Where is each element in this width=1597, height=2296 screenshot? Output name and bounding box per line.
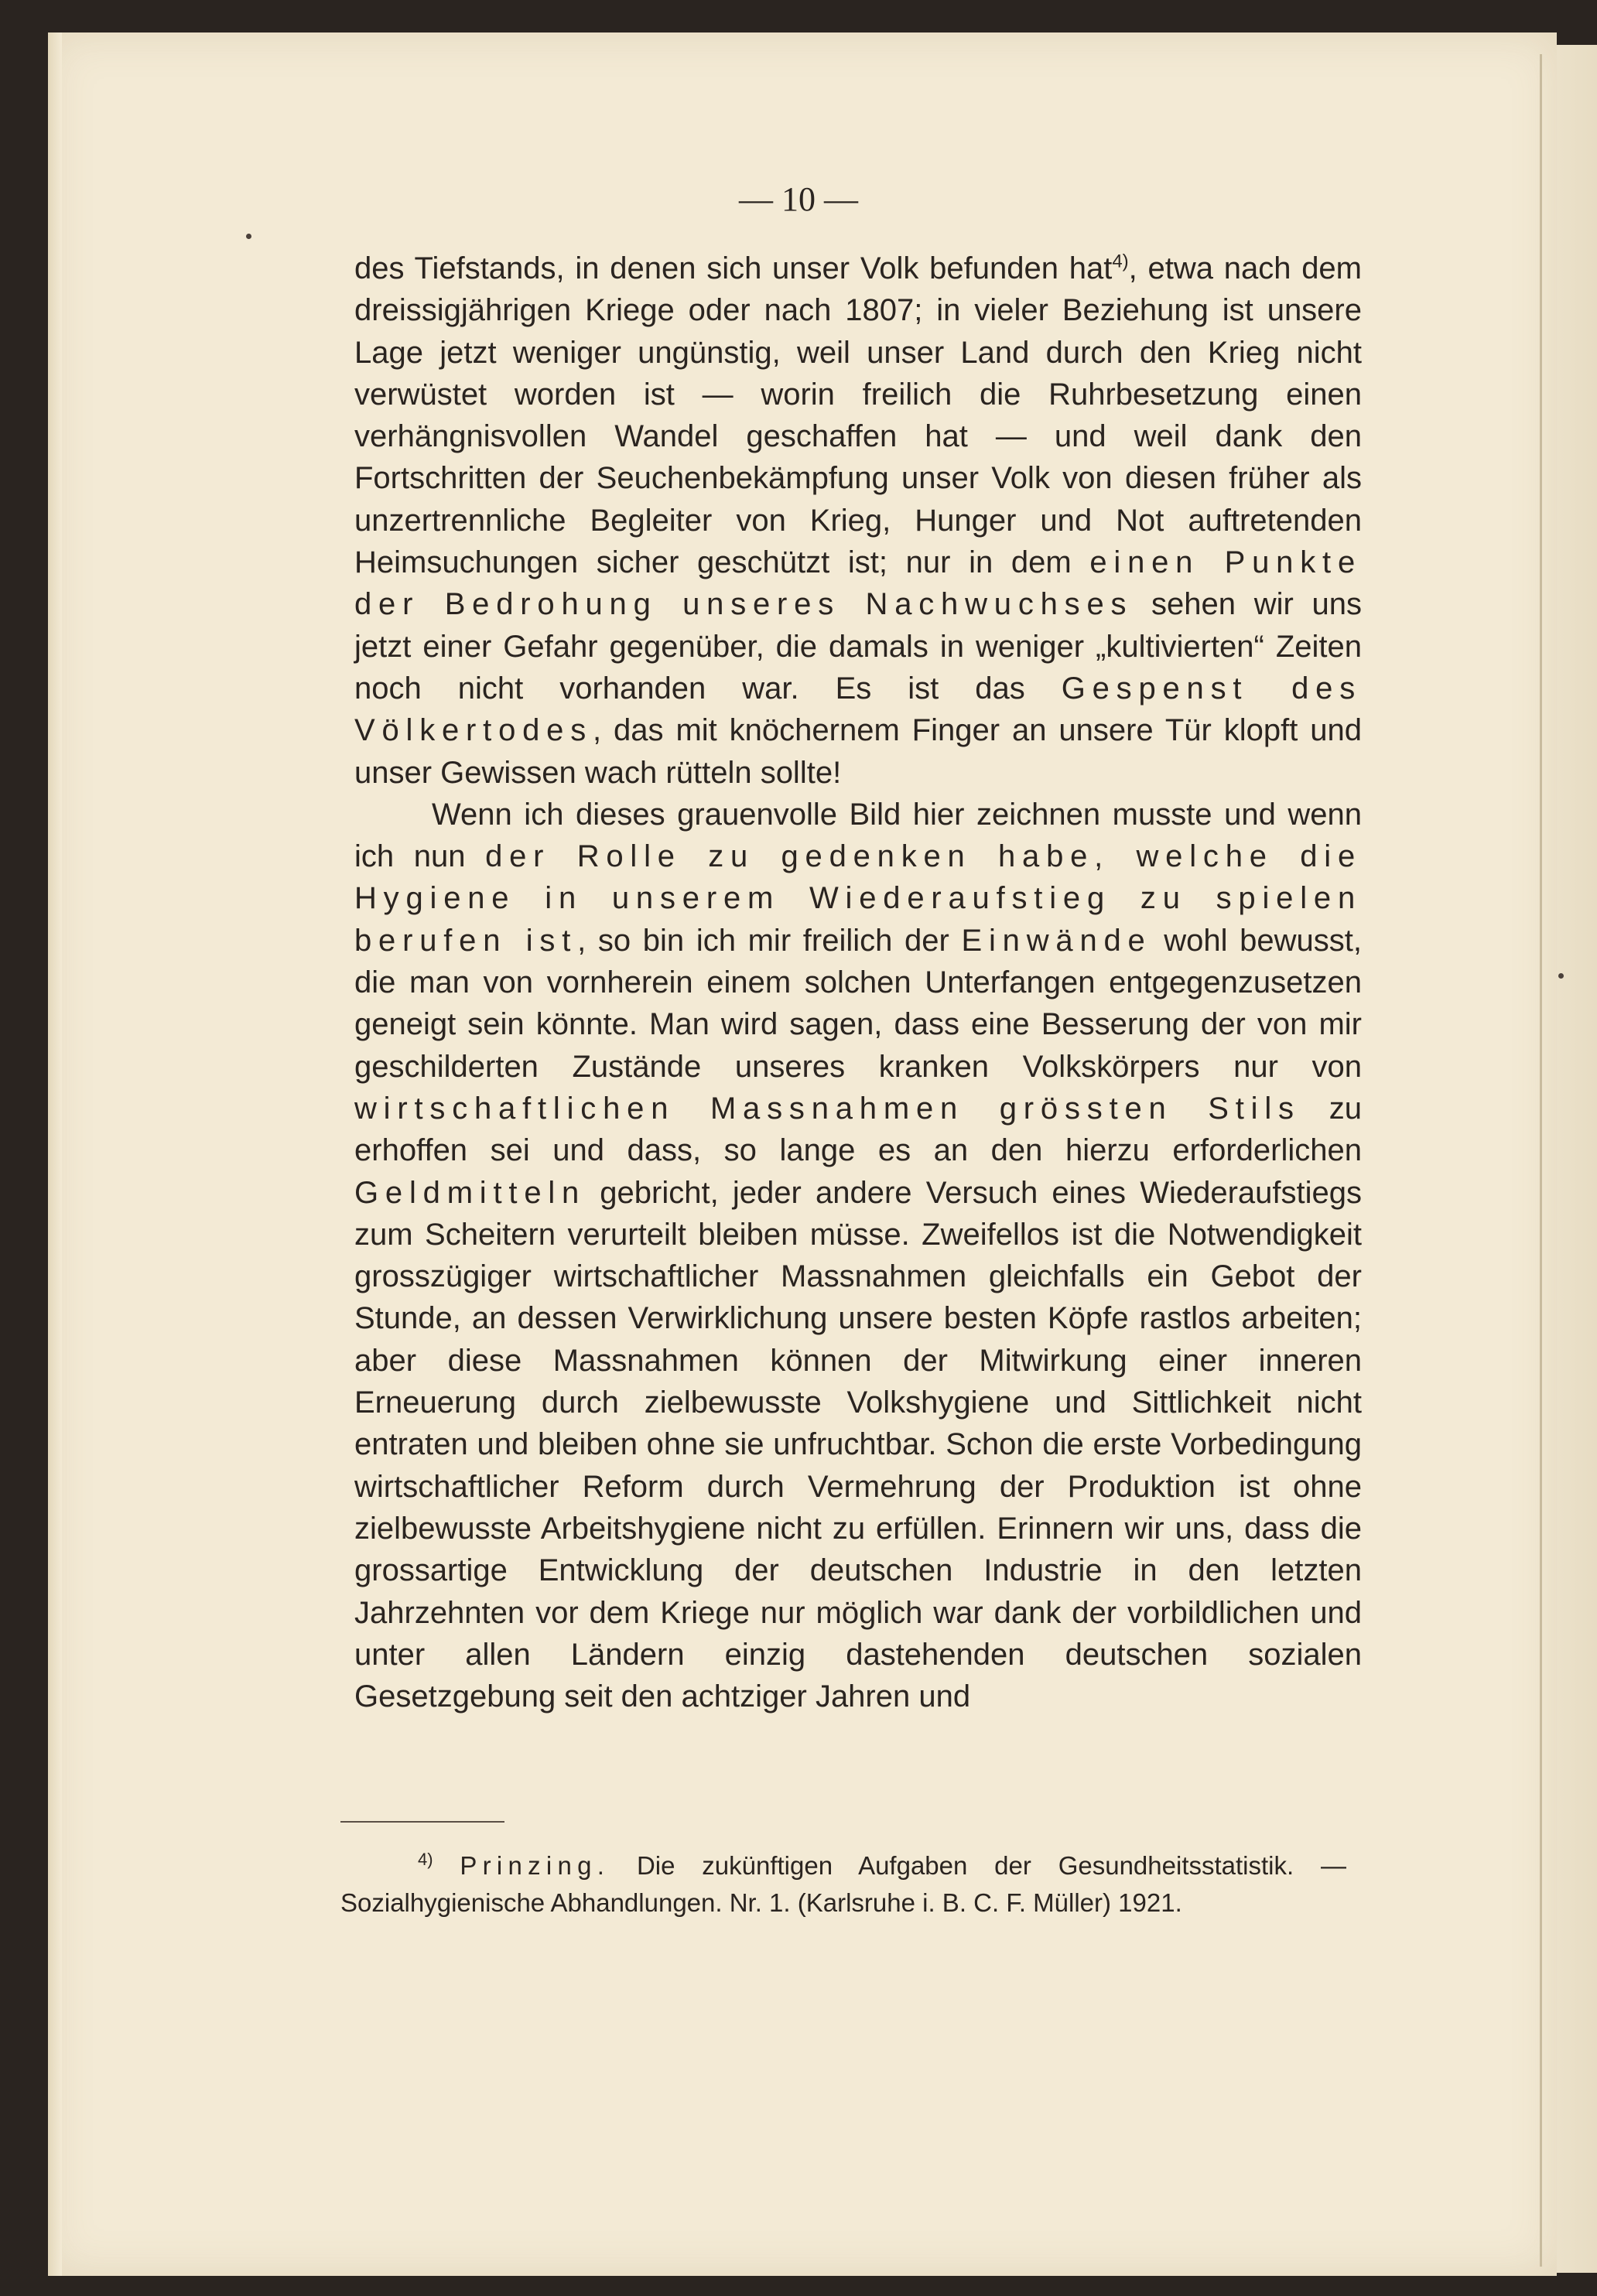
main-text — [354, 248, 1362, 1717]
emphasis-spaced: wirtschaftlichen Massnahmen grössten Stils — [354, 1091, 1301, 1126]
ink-speck — [1558, 973, 1564, 979]
emphasis-spaced: Geldmitteln — [354, 1175, 586, 1210]
footnote-divider — [340, 1821, 504, 1823]
paragraph-1: des Tiefstands, in denen sich unser Volk befunden hat$^{4)}$, etwa nach dem dreissigjährigen Kriege oder nach 1807; in vieler Beziehung ist unsere Lage jetzt weniger ungünstig, weil unser Land durch den Krieg nicht verwüstet worden ist — worin freilich die Ruhrbesetzung einen verhängnisvollen Wandel geschaffen hat — und weil dank den Fortschritten der Seuchenbekämpfung unser Volk von diesen früher als unzertrennliche Begleiter von Krieg, Hunger und Not auftretenden Heimsuchungen sicher geschützt ist; nur in dem einen Punkte der Bedrohung unseres Nachwuchses sehen wir uns jetzt einer Gefahr gegenüber, die damals in weniger „kultivierten“ Zeiten noch nicht vorhanden war. Es ist das Gespenst des Völkertodes, das mit knöchernem Finger an unsere Tür klopft und unser Gewissen wach rütteln sollte! — [354, 251, 1363, 790]
emphasis-spaced: Gespenst des Völkertodes — [354, 671, 1362, 748]
emphasis-spaced: der Rolle zu gedenken habe, welche die Hygiene in unserem Wiederaufstieg zu spielen berufen ist — [354, 839, 1362, 958]
footnote-text: Die zukünftigen Aufgaben der Gesundheitsstatistik. — Sozialhygienische Abhandlungen. Nr. 1. (Karlsruhe i. B. C. F. Müller) 1921. — [340, 1851, 1346, 1917]
footnote-mark: 4) — [418, 1850, 433, 1869]
paragraph-2: Wenn ich dieses grauenvolle Bild hier zeichnen musste und wenn ich nun der Rolle zu gedenken habe, welche die Hygiene in unserem Wiederaufstieg zu spielen berufen ist, so bin ich mir freilich der Einwände wohl bewusst, die man von vornherein einem solchen Unterfangen entgegenzusetzen geneigt sein könnte. Man wird sagen, dass eine Besserung der von mir geschilderten Zustände unseres kranken Volkskörpers nur von wirtschaftlichen Massnahmen grössten Stils zu erhoffen sei und dass, so lange es an den hierzu erforderlichen Geldmitteln gebricht, jeder andere Versuch eines Wiederaufstiegs zum Scheitern verurteilt bleiben müsse. Zweifellos ist die Notwendigkeit grosszügiger wirtschaftlicher Massnahmen gleichfalls ein Gebot der Stunde, an dessen Verwirklichung unsere besten Köpfe rastlos arbeiten; aber diese Massnahmen können der Mitwirkung einer inneren Erneuerung durch zielbewusste Volkshygiene und Sittlichkeit nicht entraten und bleiben ohne sie unfruchtbar. Schon die erste Vorbedingung wirtschaftlicher Reform durch Vermehrung der Produktion ist ohne zielbewusste Arbeitshygiene nicht zu erfüllen. Erinnern wir uns, dass die grossartige Entwicklung der deutschen Industrie in den letzten Jahrzehnten vor dem Kriege nur möglich war dank der vorbildlichen und unter allen Ländern einzig dastehenden deutschen sozialen Gesetzgebung seit den achtziger Jahren und — [354, 797, 1363, 1714]
emphasis-spaced: Einwände — [961, 923, 1152, 958]
footnote-reference: 4) — [1112, 251, 1129, 272]
footnote — [340, 1847, 1346, 1922]
page-number: — 10 — — [739, 180, 858, 218]
footnote-author: Prinzing. — [460, 1851, 610, 1880]
emphasis-spaced: einen Punkte der Bedrohung unseres Nachwuchses — [354, 545, 1362, 622]
page-edge-shadow — [48, 32, 62, 2276]
ink-speck — [246, 234, 251, 239]
gutter-fold-line — [1540, 54, 1542, 2267]
